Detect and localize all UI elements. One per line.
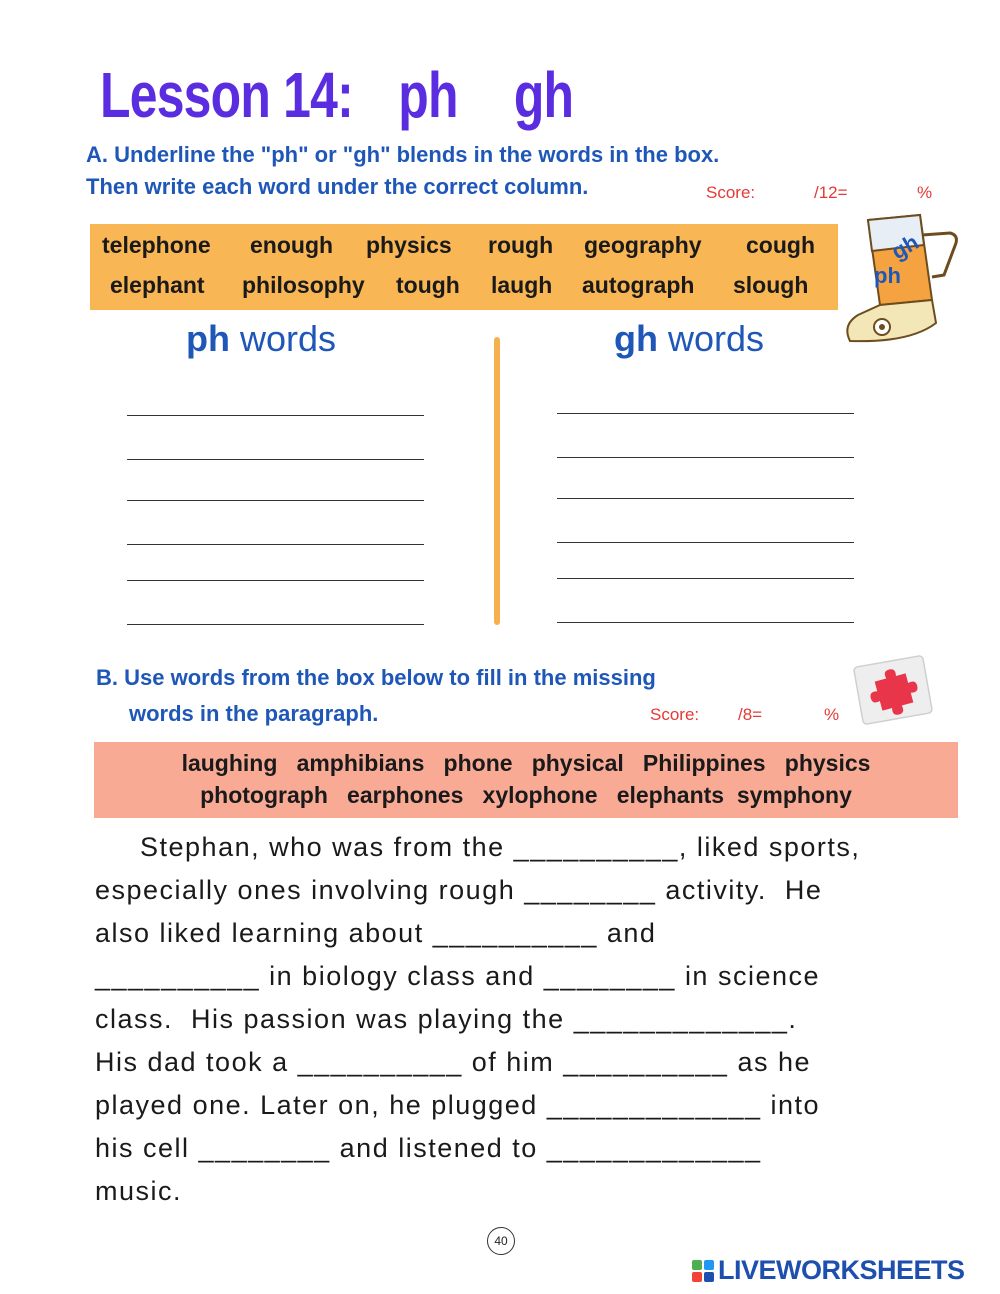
word-chip[interactable]: telephone xyxy=(102,232,211,258)
word-chip[interactable]: cough xyxy=(746,232,815,258)
word-chip[interactable]: rough xyxy=(488,232,554,258)
paragraph-line-6: His dad took a __________ of him __________ as he xyxy=(95,1047,812,1077)
section-b-instruction-line1: B. Use words from the box below to fill in the missing xyxy=(96,665,656,690)
word-chip[interactable]: enough xyxy=(250,232,334,258)
word-chip[interactable]: philosophy xyxy=(242,272,365,298)
gh-answer-line-6[interactable] xyxy=(557,622,854,623)
ph-answer-line-2[interactable] xyxy=(127,459,424,460)
blend-ph: ph xyxy=(398,59,458,131)
gh-answer-line-2[interactable] xyxy=(557,457,854,458)
ph-answer-line-5[interactable] xyxy=(127,580,424,581)
word-chip[interactable]: tough xyxy=(396,272,460,298)
section-a-instruction-line2: Then write each word under the correct column. xyxy=(86,174,589,199)
section-a-instruction-line1: A. Underline the "ph" or "gh" blends in the words in the box. xyxy=(86,142,720,167)
puzzle-piece-icon xyxy=(852,655,934,727)
gh-words-heading: gh words xyxy=(614,318,765,359)
paragraph-line-7: played one. Later on, he plugged _____________ into xyxy=(95,1090,821,1120)
lesson-number: Lesson 14: xyxy=(100,59,353,131)
liveworksheets-logo-icon xyxy=(692,1260,714,1282)
ph-answer-line-3[interactable] xyxy=(127,500,424,501)
gh-answer-line-5[interactable] xyxy=(557,578,854,579)
gh-answer-line-4[interactable] xyxy=(557,542,854,543)
word-chip[interactable]: laugh xyxy=(491,272,553,298)
word-box-b-row1: laughing amphibians phone physical Philippines physics xyxy=(181,750,871,776)
lesson-title xyxy=(100,58,573,132)
word-box-b-row2: photograph earphones xylophone elephants symphony xyxy=(200,782,852,808)
section-a-score-label: Score: xyxy=(706,183,756,202)
paragraph-line-9: music. xyxy=(95,1176,183,1206)
blender-label-ph: ph xyxy=(874,263,901,288)
section-b-score-total: /8= xyxy=(738,705,763,724)
ph-answer-line-1[interactable] xyxy=(127,415,424,416)
blender-icon xyxy=(840,205,965,355)
section-b-score-label: Score: xyxy=(650,705,700,724)
page-number: 40 xyxy=(487,1227,515,1255)
ph-words-heading: ph words xyxy=(186,318,337,359)
paragraph-line-5: class. His passion was playing the _____________. xyxy=(95,1004,798,1034)
word-box-b xyxy=(94,742,958,818)
section-b-score-percent: % xyxy=(824,705,840,724)
paragraph-line-2: especially ones involving rough ________ activity. He xyxy=(95,875,823,905)
brand-name: LIVEWORKSHEETS xyxy=(718,1255,965,1285)
paragraph-line-1: Stephan, who was from the __________, liked sports, xyxy=(95,832,861,862)
gh-answer-line-3[interactable] xyxy=(557,498,854,499)
gh-answer-line-1[interactable] xyxy=(557,413,854,414)
section-a-score-percent: % xyxy=(917,183,933,202)
word-chip[interactable]: elephant xyxy=(110,272,205,298)
word-chip[interactable]: autograph xyxy=(582,272,695,298)
section-a-score-total: /12= xyxy=(814,183,848,202)
word-chip[interactable]: geography xyxy=(584,232,702,258)
liveworksheets-logo xyxy=(692,1255,965,1286)
ph-answer-line-6[interactable] xyxy=(127,624,424,625)
word-chip[interactable]: physics xyxy=(366,232,452,258)
column-divider xyxy=(494,337,500,625)
paragraph-line-3: also liked learning about __________ and xyxy=(95,918,657,948)
ph-answer-line-4[interactable] xyxy=(127,544,424,545)
blender-label-gh: gh xyxy=(887,229,923,265)
blend-gh: gh xyxy=(513,59,574,131)
word-box-a xyxy=(90,224,838,310)
paragraph-line-8: his cell ________ and listened to _____________ xyxy=(95,1133,762,1163)
section-b-instruction-line2: words in the paragraph. xyxy=(129,701,379,726)
paragraph-line-4: __________ in biology class and ________ in science xyxy=(95,961,821,991)
word-chip[interactable]: slough xyxy=(733,272,809,298)
